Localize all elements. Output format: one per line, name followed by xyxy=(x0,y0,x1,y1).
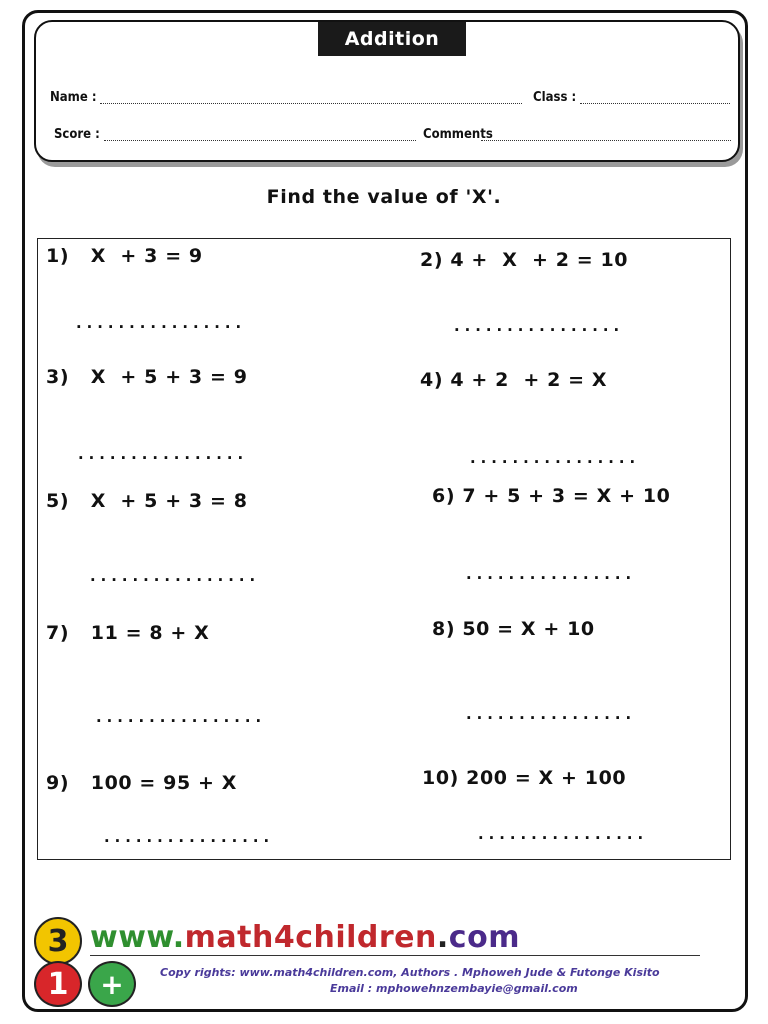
answer-3[interactable]: ................ xyxy=(76,444,247,463)
score-label: Score : xyxy=(54,127,100,142)
question-7: 7) 11 = 8 + X xyxy=(46,622,210,644)
answer-8[interactable]: ................ xyxy=(464,704,635,723)
question-9: 9) 100 = 95 + X xyxy=(46,772,237,794)
question-4: 4) 4 + 2 + 2 = X xyxy=(420,369,608,391)
footer-divider xyxy=(90,955,700,956)
site-logo[interactable] xyxy=(90,920,520,955)
answer-7[interactable]: ................ xyxy=(94,707,265,726)
badge-three-icon xyxy=(34,917,82,965)
badge-three-text: 3 xyxy=(47,923,69,959)
logo-suffix: com xyxy=(448,920,520,955)
answer-2[interactable]: ................ xyxy=(452,316,623,335)
copyright-text: Copy rights: www.math4children.com, Authors . Mphoweh Jude & Futonge Kisito xyxy=(160,966,660,979)
score-field[interactable] xyxy=(104,140,416,141)
answer-4[interactable]: ................ xyxy=(468,448,639,467)
badge-one-icon xyxy=(34,961,82,1007)
question-3: 3) X + 5 + 3 = 9 xyxy=(46,366,248,388)
worksheet-title: Addition xyxy=(318,22,466,56)
class-label: Class : xyxy=(533,90,577,105)
comments-label: Comments xyxy=(423,127,493,142)
question-10: 10) 200 = X + 100 xyxy=(422,767,627,789)
answer-9[interactable]: ................ xyxy=(102,827,273,846)
question-2: 2) 4 + X + 2 = 10 xyxy=(420,249,629,271)
logo-main: math4children xyxy=(184,920,437,955)
badge-plus-text: + xyxy=(100,967,124,1001)
logo-prefix: www. xyxy=(90,920,185,955)
name-field[interactable] xyxy=(100,103,522,104)
email-text: Email : mphowehnzembayie@gmail.com xyxy=(330,982,578,995)
question-5: 5) X + 5 + 3 = 8 xyxy=(46,490,248,512)
class-field[interactable] xyxy=(580,103,730,104)
answer-1[interactable]: ................ xyxy=(74,313,245,332)
answer-10[interactable]: ................ xyxy=(476,824,647,843)
name-label: Name : xyxy=(50,90,97,105)
question-6: 6) 7 + 5 + 3 = X + 10 xyxy=(432,485,671,507)
answer-6[interactable]: ................ xyxy=(464,564,635,583)
question-8: 8) 50 = X + 10 xyxy=(432,618,595,640)
badge-plus-icon xyxy=(88,961,136,1007)
comments-field[interactable] xyxy=(481,140,731,141)
question-1: 1) X + 3 = 9 xyxy=(46,245,203,267)
badge-one-text: 1 xyxy=(47,966,69,1002)
instruction-text: Find the value of 'X'. xyxy=(266,186,502,208)
answer-5[interactable]: ................ xyxy=(88,566,259,585)
logo-dot: . xyxy=(436,920,449,955)
